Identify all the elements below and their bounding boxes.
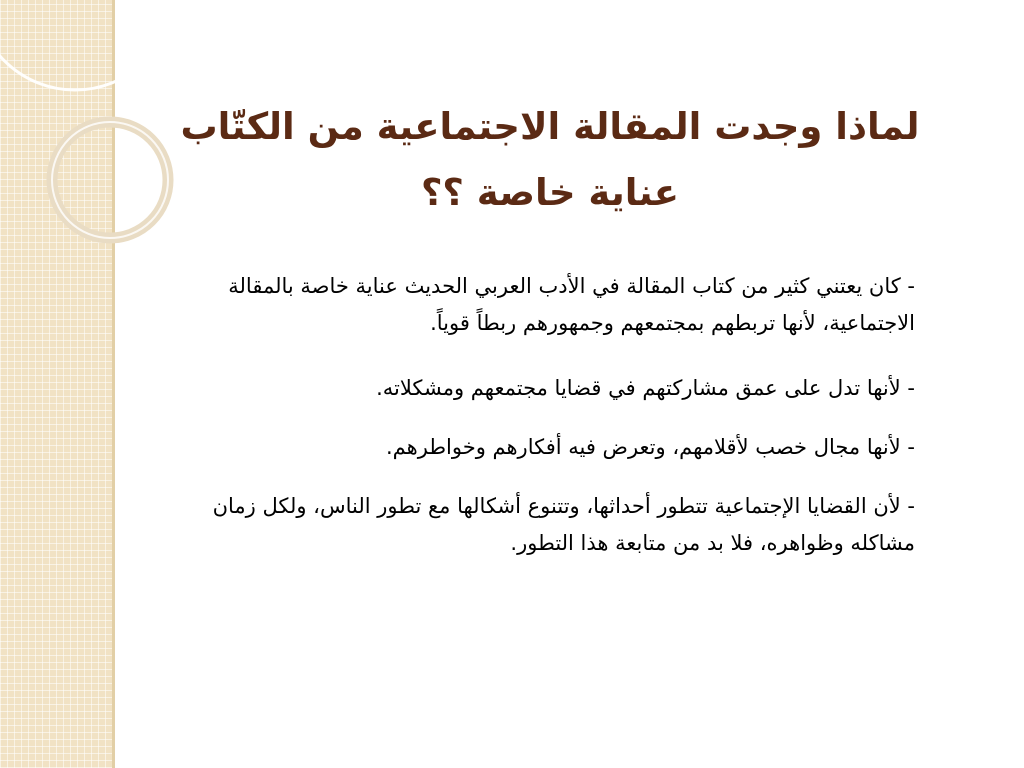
slide-title (150, 94, 950, 226)
bullet-paragraph-4: - لأن القضايا الإجتماعية تتطور أحداثها، وتتنوع أشكالها مع تطور الناس، ولكل زمان مشاكله وظواهره، فلا بد من متابعة هذا التطور. (212, 494, 915, 555)
slide-body (205, 268, 915, 590)
bullet-paragraph-3: - لأنها مجال خصب لأقلامهم، وتعرض فيه أفكارهم وخواطرهم. (386, 435, 915, 459)
decorative-sidebar (0, 0, 112, 768)
bullet-paragraph-1: - كان يعتني كثير من كتاب المقالة في الأدب العربي الحديث عناية خاصة بالمقالة الاجتماعية، لأنها تربطهم بمجتمعهم وجمهورهم ربطاً قوياً. (228, 274, 915, 335)
title-line-1: لماذا وجدت المقالة الاجتماعية من الكتّاب (180, 105, 920, 148)
title-line-2: عناية خاصة ؟؟ (420, 171, 680, 214)
sidebar-border (112, 0, 115, 768)
bullet-paragraph-2: - لأنها تدل على عمق مشاركتهم في قضايا مجتمعهم ومشكلاته. (376, 376, 915, 400)
